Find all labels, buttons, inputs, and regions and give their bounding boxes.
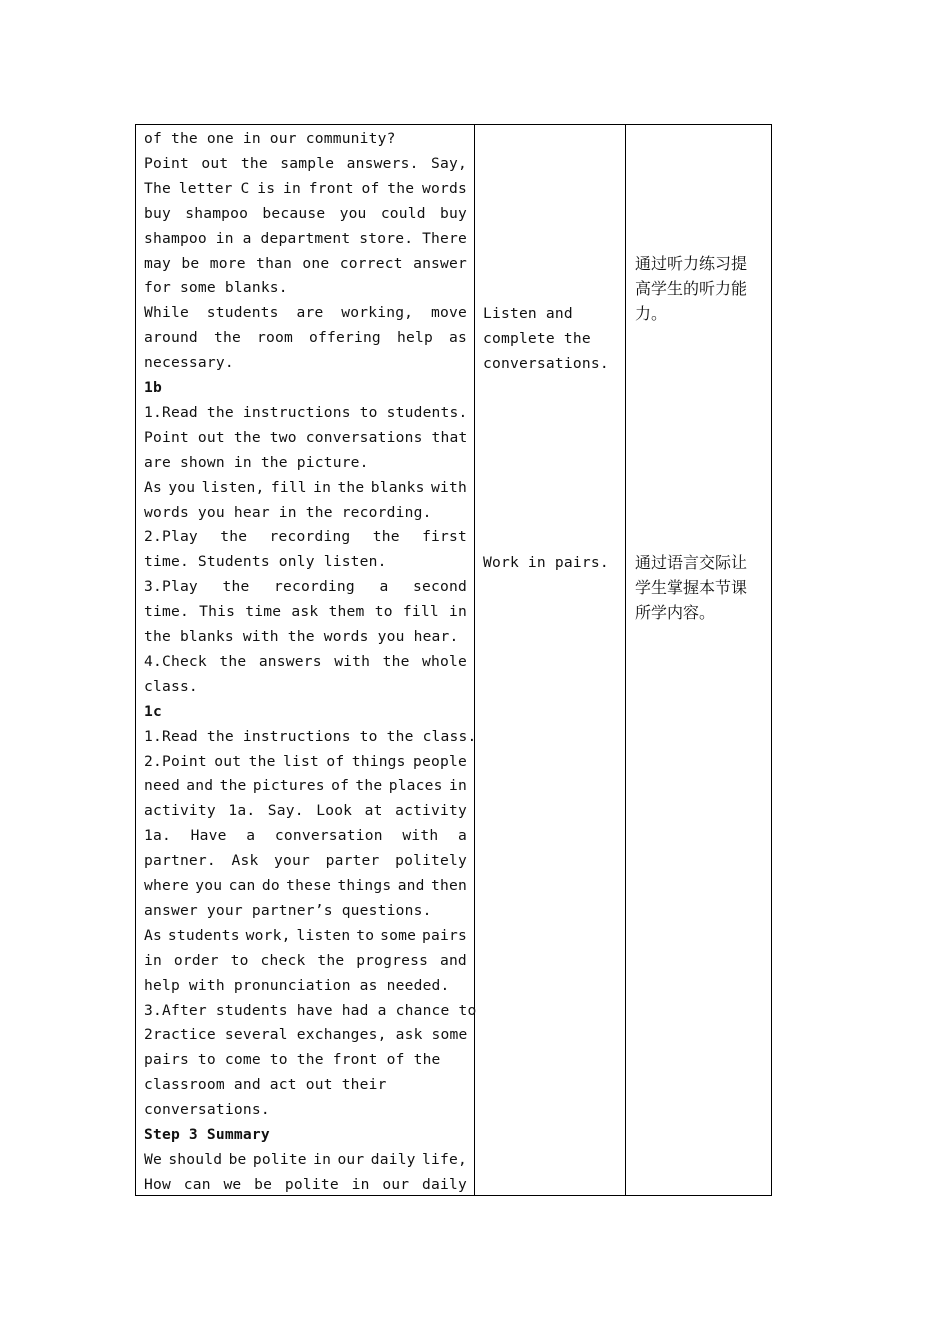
teacher-activity-line: time. Students only listen. — [144, 553, 387, 571]
teacher-activity-line: Point out the sample answers. Say, — [144, 154, 467, 172]
teacher-activity-line: around the room offering help as — [144, 329, 467, 347]
teacher-activity-line: pairs to come to the front of the — [144, 1051, 441, 1069]
purpose-line: 通过听力练习提 — [635, 254, 748, 273]
teacher-activity-line: classroom and act out their — [144, 1076, 387, 1094]
teacher-activity-line: While students are working, move — [144, 304, 467, 322]
student-activity-line: Listen and — [483, 305, 573, 322]
teacher-activity-line: buy shampoo because you could buy — [144, 204, 467, 222]
teacher-activity-line: The letter C is in front of the words — [144, 179, 467, 197]
teacher-activity-line: words you hear in the recording. — [144, 503, 432, 521]
teacher-activity-line: As students work, listen to some pairs — [144, 926, 467, 944]
teacher-activity-line: time. This time ask them to fill in — [144, 603, 467, 621]
teacher-activity-line: 1.Read the instructions to the class. — [144, 727, 477, 745]
teacher-activity-line: need and the pictures of the places in — [144, 777, 467, 795]
teacher-activity-line: are shown in the picture. — [144, 453, 369, 471]
teacher-activity-column — [136, 125, 475, 1195]
teacher-activity-line: 3.After students have had a chance to — [144, 1001, 477, 1019]
purpose-column — [626, 125, 771, 1195]
lesson-plan-table — [135, 124, 772, 1196]
teacher-activity-line: activity 1a. Say. Look at activity — [144, 802, 467, 820]
purpose-line: 高学生的听力能 — [635, 279, 748, 298]
purpose-line: 力。 — [635, 304, 668, 323]
teacher-activity-line: 3.Play the recording a second — [144, 578, 467, 596]
teacher-activity-line: 2.Play the recording the first — [144, 528, 467, 546]
teacher-activity-line: help with pronunciation as needed. — [144, 976, 450, 994]
purpose-line: 学生掌握本节课 — [635, 578, 748, 597]
purpose-line: 通过语言交际让 — [635, 553, 748, 572]
teacher-activity-line: 1a. Have a conversation with a — [144, 827, 467, 845]
teacher-activity-line: 4.Check the answers with the whole — [144, 652, 467, 670]
teacher-activity-line: necessary. — [144, 354, 234, 372]
section-heading: 1c — [144, 702, 162, 720]
teacher-activity-line: 2.Point out the list of things people — [144, 752, 467, 770]
teacher-activity-line: may be more than one correct answer — [144, 254, 467, 272]
teacher-activity-line: the blanks with the words you hear. — [144, 628, 459, 645]
teacher-activity-line: in order to check the progress and — [144, 951, 467, 969]
teacher-activity-line: We should be polite in our daily life, — [144, 1150, 467, 1168]
purpose-line: 所学内容。 — [635, 603, 716, 622]
teacher-activity-line: conversations. — [144, 1101, 270, 1119]
section-heading: 1b — [144, 379, 162, 396]
teacher-activity-line: shampoo in a department store. There — [144, 229, 467, 247]
teacher-activity-line: where you can do these things and then — [144, 877, 467, 894]
teacher-activity-line: class. — [144, 677, 198, 695]
teacher-activity-line: 2ractice several exchanges, ask some — [144, 1026, 468, 1044]
teacher-activity-line: answer your partner’s questions. — [144, 901, 432, 919]
section-heading: Step 3 Summary — [144, 1126, 270, 1143]
teacher-activity-line: Point out the two conversations that — [144, 428, 468, 446]
teacher-activity-line: How can we be polite in our daily — [144, 1175, 467, 1193]
student-activity-column — [475, 125, 626, 1195]
student-activity-line: complete the — [483, 330, 591, 347]
student-activity-line: Work in pairs. — [483, 554, 609, 571]
teacher-activity-line: for some blanks. — [144, 279, 288, 297]
teacher-activity-line: 1.Read the instructions to students. — [144, 403, 468, 421]
teacher-activity-line: of the one in our community? — [144, 130, 396, 147]
student-activity-line: conversations. — [483, 355, 609, 372]
teacher-activity-line: As you listen, fill in the blanks with — [144, 478, 467, 496]
teacher-activity-line: partner. Ask your parter politely — [144, 852, 467, 870]
